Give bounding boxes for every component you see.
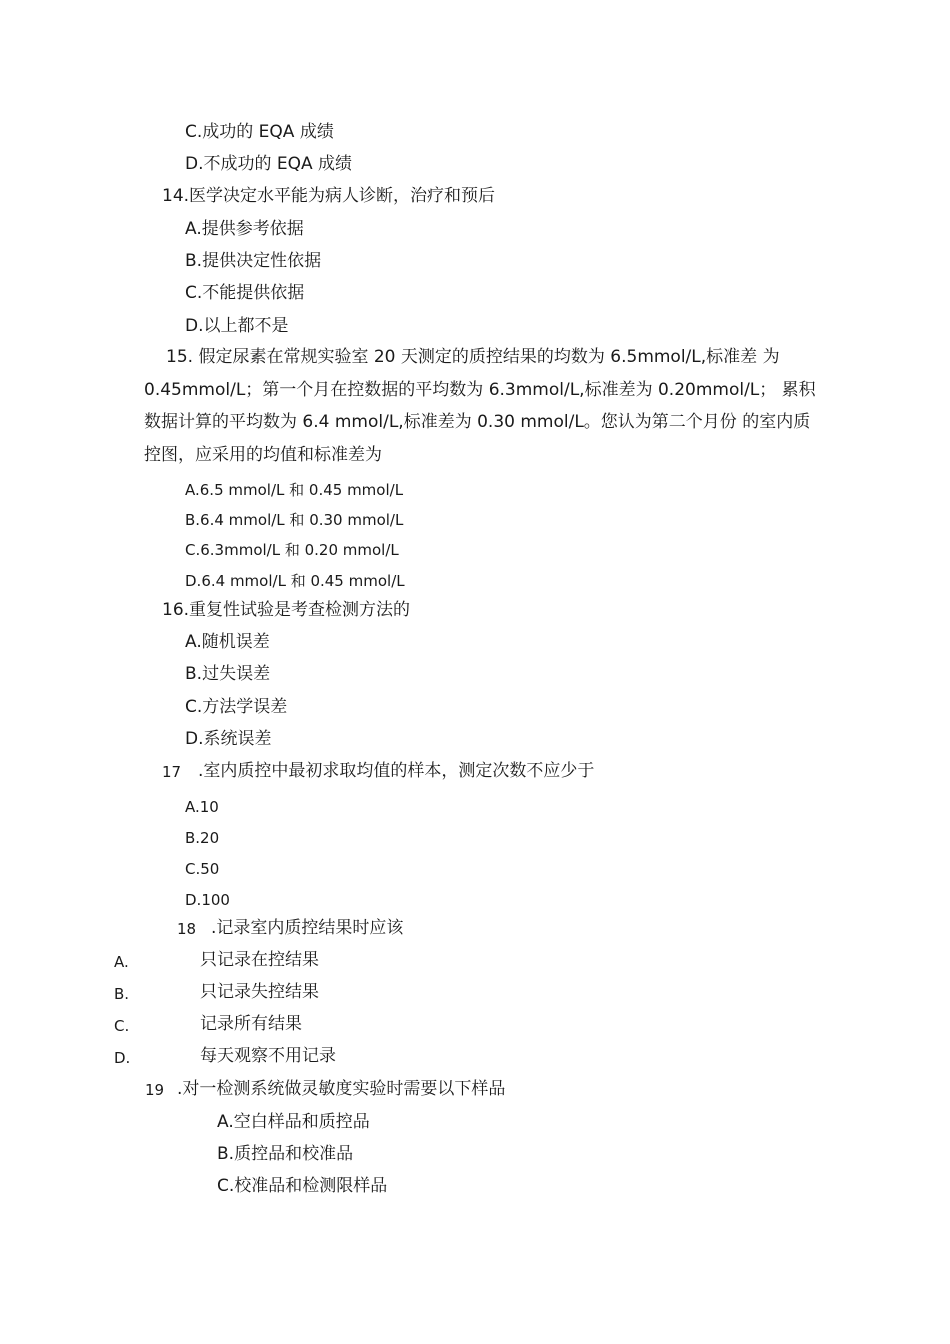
q13-option-c: C.成功的 EQA 成绩 — [185, 122, 334, 142]
q18-option-b-label: B. — [114, 985, 130, 1003]
q19-option-b: B.质控品和校准品 — [217, 1144, 354, 1164]
q18-option-a-text: 只记录在控结果 — [200, 950, 319, 970]
q19-number: 19 — [145, 1081, 165, 1099]
q17-option-a: A.10 — [185, 798, 219, 816]
q16-option-c: C.方法学误差 — [185, 697, 288, 717]
q17-number: 17 — [162, 763, 182, 781]
q15-option-b: B.6.4 mmol/L 和 0.30 mmol/L — [185, 511, 404, 529]
q15-option-c: C.6.3mmol/L 和 0.20 mmol/L — [185, 541, 399, 559]
q16-question: 16.重复性试验是考查检测方法的 — [162, 600, 411, 620]
q14-question: 14.医学决定水平能为病人诊断，治疗和预后 — [162, 186, 496, 206]
q16-option-b: B.过失误差 — [185, 664, 271, 684]
q15-question-text: 15. 假定尿素在常规实验室 20 天测定的质控结果的均数为 6.5mmol/L,标准差 为 0.45mmol/L；第一个月在控数据的平均数为 6.3mmol/L,标准差为 0.20mmol/L； 累积数据计算的平均数为 6.4 mmol/L,标准差为 0.30 mmol/L。您认为第二个月份 的室内质控图，应采用的均值和标准差为 — [144, 347, 816, 465]
q16-option-d: D.系统误差 — [185, 729, 272, 749]
q15-option-a: A.6.5 mmol/L 和 0.45 mmol/L — [185, 481, 404, 499]
q17-option-d: D.100 — [185, 891, 230, 909]
q18-option-c-label: C. — [114, 1017, 130, 1035]
q14-option-c: C.不能提供依据 — [185, 283, 305, 303]
q19-option-a: A.空白样品和质控品 — [217, 1112, 370, 1132]
q19-option-c: C.校准品和检测限样品 — [217, 1176, 388, 1196]
q19-question: .对一检测系统做灵敏度实验时需要以下样品 — [177, 1079, 506, 1099]
q15-option-d: D.6.4 mmol/L 和 0.45 mmol/L — [185, 572, 405, 590]
q18-option-a-label: A. — [114, 953, 129, 971]
q14-option-d: D.以上都不是 — [185, 316, 289, 336]
q18-question: .记录室内质控结果时应该 — [211, 918, 404, 938]
q16-option-a: A.随机误差 — [185, 632, 270, 652]
q18-option-b-text: 只记录失控结果 — [200, 982, 319, 1002]
q17-question: .室内质控中最初求取均值的样本，测定次数不应少于 — [198, 761, 595, 781]
q17-option-c: C.50 — [185, 860, 220, 878]
q13-option-d: D.不成功的 EQA 成绩 — [185, 154, 353, 174]
q18-option-c-text: 记录所有结果 — [200, 1014, 302, 1034]
q18-option-d-text: 每天观察不用记录 — [200, 1046, 336, 1066]
q17-option-b: B.20 — [185, 829, 220, 847]
q18-option-d-label: D. — [114, 1049, 131, 1067]
q18-number: 18 — [177, 920, 197, 938]
q14-option-b: B.提供决定性依据 — [185, 251, 322, 271]
q15-question — [144, 341, 822, 471]
q14-option-a: A.提供参考依据 — [185, 219, 304, 239]
